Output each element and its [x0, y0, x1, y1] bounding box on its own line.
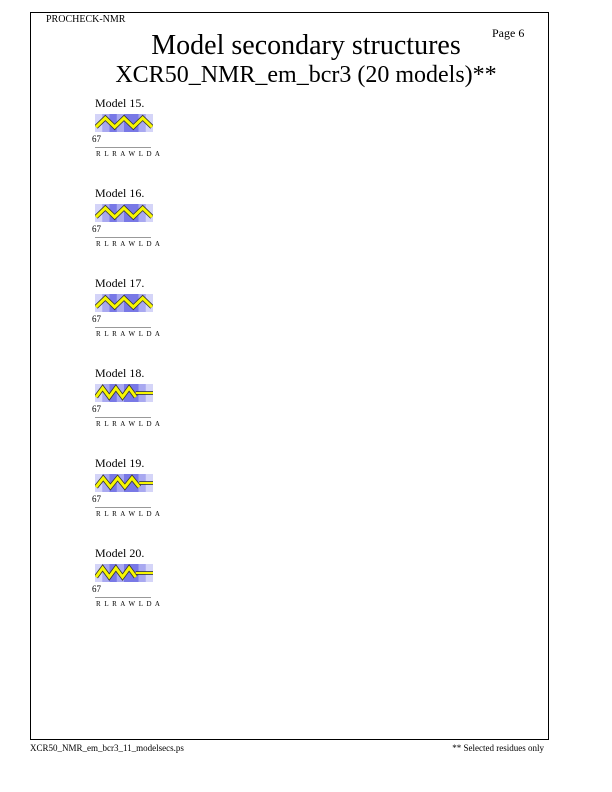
- sequence-rule: [95, 417, 151, 418]
- residue-sequence: R L R A W L D A: [96, 330, 161, 338]
- sequence-rule: [95, 597, 151, 598]
- start-residue: 67: [92, 584, 101, 594]
- start-residue: 67: [92, 404, 101, 414]
- residue-sequence: R L R A W L D A: [96, 240, 161, 248]
- start-residue: 67: [92, 134, 101, 144]
- page-title: Model secondary structures: [151, 30, 461, 61]
- sequence-rule: [95, 327, 151, 328]
- secondary-structure-strip: [95, 294, 153, 312]
- sequence-rule: [95, 237, 151, 238]
- model-block: [92, 276, 232, 356]
- sequence-rule: [95, 147, 151, 148]
- model-label: Model 20.: [95, 546, 145, 560]
- model-label: Model 19.: [95, 456, 145, 470]
- coil-segment: [136, 572, 153, 574]
- start-residue: 67: [92, 314, 101, 324]
- page-number: Page 6: [492, 26, 525, 40]
- secondary-structure-strip: [95, 474, 153, 492]
- secondary-structure-strip: [95, 114, 153, 132]
- start-residue: 67: [92, 224, 101, 234]
- start-residue: 67: [92, 494, 101, 504]
- secondary-structure-strip: [95, 204, 153, 222]
- page-subtitle: XCR50_NMR_em_bcr3 (20 models)**: [115, 62, 497, 88]
- footer-filename: XCR50_NMR_em_bcr3_11_modelsecs.ps: [30, 743, 184, 753]
- model-label: Model 16.: [95, 186, 145, 200]
- coil-segment: [139, 482, 153, 484]
- secondary-structure-strip: [95, 564, 153, 582]
- model-label: Model 15.: [95, 96, 145, 110]
- residue-sequence: R L R A W L D A: [96, 510, 161, 518]
- footer-note: ** Selected residues only: [452, 743, 544, 753]
- model-block: [92, 96, 232, 176]
- model-block: [92, 456, 232, 536]
- residue-sequence: R L R A W L D A: [96, 150, 161, 158]
- secondary-structure-strip: [95, 384, 153, 402]
- coil-segment: [136, 392, 153, 394]
- sequence-rule: [95, 507, 151, 508]
- model-block: [92, 366, 232, 446]
- model-block: [92, 546, 232, 626]
- model-label: Model 17.: [95, 276, 145, 290]
- residue-sequence: R L R A W L D A: [96, 600, 161, 608]
- model-block: [92, 186, 232, 266]
- program-name: PROCHECK-NMR: [46, 14, 126, 25]
- residue-sequence: R L R A W L D A: [96, 420, 161, 428]
- model-label: Model 18.: [95, 366, 145, 380]
